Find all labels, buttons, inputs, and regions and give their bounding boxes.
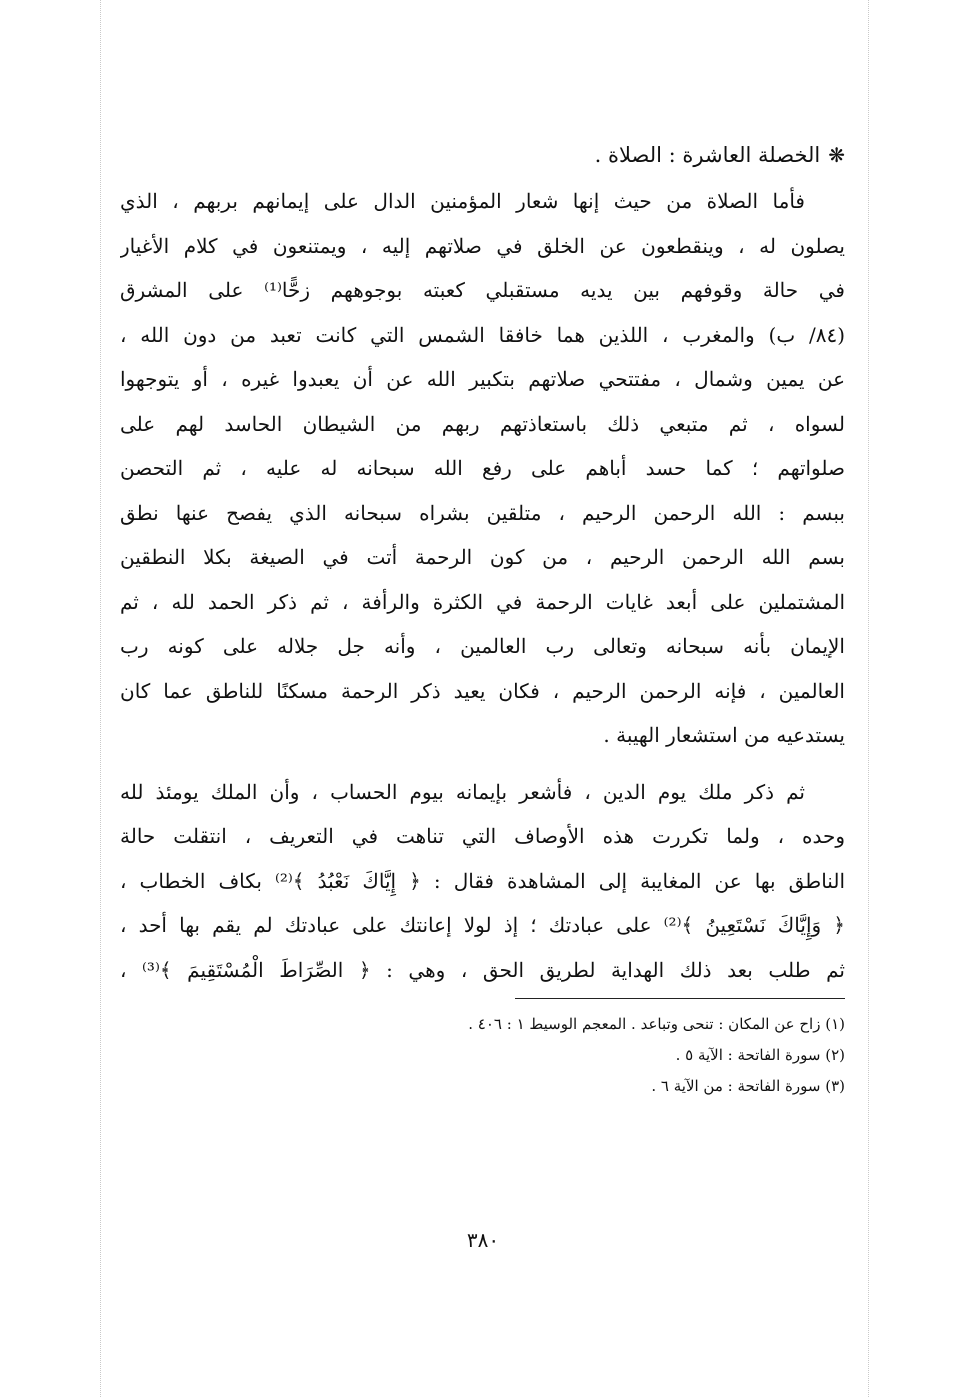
scan-guide-line [868,0,869,1397]
text-line: بسم الله الرحمن الرحيم ، من كون الرحمة أتت في الصيغة بكلا النطقين [120,545,845,569]
text-line: يصلون له ، وينقطعون عن الخلق في صلاتهم إليه ، ويمتنعون في كلام الأغيار [120,233,845,258]
paragraph [120,179,845,758]
text-line: (٨٤/ ب) والمغرب ، اللذين هما خافقا الشمس التي كانت تعبد من دون الله ، [120,322,845,347]
asterisk-ornament-icon: ❋ [828,143,845,167]
text-line: ببسم : الله الرحمن الرحيم ، متلقين بشراه سبحانه الذي يفصح عنها نطق [120,500,845,525]
footnote: (٢) سورة الفاتحة : الآية ٥ . [675,1046,845,1064]
document-page [120,135,845,1102]
page-number: ٣٨٠ [466,1228,500,1252]
text-line: المشتملين على أبعد غايات الرحمة في الكثرة والرأفة ، ثم ذكر الحمد لله ، ثم [120,589,845,614]
text-line: لسواه ، ثم متبعي ذلك باستعاذتهم ربهم من الشيطان الحاسد لهم على [120,411,845,436]
footnotes [120,1009,845,1102]
text-line: وحده ، ولما تكررت هذه الأوصاف التي تناهت في التعريف ، انتقلت حالة [120,824,845,848]
text-line: يستدعيه من استشعار الهيبة . [603,723,845,747]
text-line: ثم ذكر ملك يوم الدين ، فأشعر بإيمانه بيوم الحساب ، وأن الملك يومئذ لله [120,779,805,804]
section-heading-text: الخصلة العاشرة : الصلاة . [594,143,821,167]
text-line: الناطق بها عن المغايبة إلى المشاهدة فقال : ﴿ إِيَّاكَ نَعْبُدُ ﴾⁽²⁾ بكاف الخطاب ، [120,868,845,893]
paragraph [120,770,845,993]
text-line: ﴿ وَإِيَّاكَ نَسْتَعِينُ ﴾⁽²⁾ على عبادتك ؛ إذ لولا إعانتك على عبادتك لم يقم بها أحد ، [120,913,845,937]
section-heading [120,135,845,175]
text-line: العالمين ، فإنه الرحمن الرحيم ، فكان يعيد ذكر الرحمة مسكنًا للناطق عما كان [120,678,845,703]
footnote: (٣) سورة الفاتحة : من الآية ٦ . [651,1077,845,1095]
text-line: صلواتهم ؛ كما حسد أباهم على رفع الله سبحانه له عليه ، ثم التحصن [120,456,845,480]
text-line: ثم طلب بعد ذلك الهداية لطريق الحق ، وهي : ﴿ الصِّرَاطَ الْمُسْتَقِيمَ ﴾⁽³⁾ ، [120,957,845,982]
text-line: الإيمان بأنه سبحانه وتعالى رب العالمين ، وأنه جل جلاله على كونه رب [120,634,845,658]
scan-guide-line [100,0,101,1397]
text-line: فأما الصلاة من حيث إنها شعار المؤمنين الدال على إيمانهم بربهم ، الذي [120,189,805,213]
footnote: (١) زاح عن المكان : تنحى وتباعد . المعجم الوسيط ١ : ٤٠٦ . [468,1015,845,1033]
text-line: في حالة وقوفهم بين يديه مستقبلي كعبته بوجوههم زحًّا⁽¹⁾ على المشرق [120,278,845,302]
footnote-separator [515,998,845,999]
text-line: عن يمين وشمال ، مفتتحي صلاتهم بتكبير الله عن أن يعبدوا غيره ، أو يتوجهوا [120,367,845,391]
